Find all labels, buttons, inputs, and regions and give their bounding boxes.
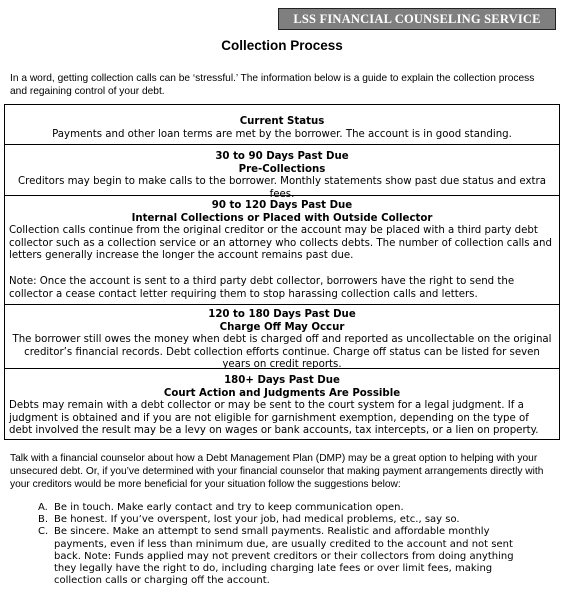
stage-heading: 90 to 120 Days Past Due bbox=[211, 200, 353, 211]
stage-description: Debts may remain with a debt collector or may be sent to the court system for a legal judgment. If a judgment is obtained and if you are not eligible for garnishment exemption, depending on the type of debt involved the result may be a levy on wages or bank accounts, tax intercepts, or a lien on property. bbox=[9, 400, 539, 437]
stage-description: Payments and other loan terms are met by the borrower. The account is in good standing. bbox=[52, 128, 512, 140]
stage-note: Note: Once the account is sent to a third party debt collector, borrowers have the right to send the collector a cease contact letter requiring them to stop harassing collection calls and letters. bbox=[9, 275, 515, 300]
stage-180-plus-days bbox=[5, 368, 559, 439]
stage-subheading: Pre-Collections bbox=[238, 163, 326, 175]
stage-subheading: Court Action and Judgments Are Possible bbox=[163, 387, 401, 399]
list-item-text: Be in touch. Make early contact and try to keep communication open. bbox=[54, 502, 404, 513]
list-item-text: Be honest. If you’ve overspent, lost your job, had medical problems, etc., say so. bbox=[54, 514, 460, 526]
stage-heading: Current Status bbox=[239, 116, 325, 127]
list-item bbox=[38, 502, 538, 514]
list-marker: A. bbox=[38, 502, 48, 513]
stage-current-status bbox=[5, 105, 559, 144]
list-item-text: Be sincere. Make an attempt to send small payments. Realistic and affordable monthly payments, even if less than minimum due, are usually credited to the account and not sent back. Note: Funds applied may not prevent creditors or their collectors from doing anything they legally have the right to do, including charging late fees or over limit fees, making collection calls or charging off the account. bbox=[54, 526, 514, 587]
stage-30-90-days bbox=[5, 144, 559, 200]
list-marker: C. bbox=[38, 526, 49, 538]
page-title: Collection Process bbox=[221, 38, 343, 53]
stage-heading: 180+ Days Past Due bbox=[224, 375, 340, 386]
list-item bbox=[38, 526, 538, 587]
collection-stages-table bbox=[4, 104, 560, 440]
stage-description: Creditors may begin to make calls to the borrower. Monthly statements show past due status and extra fees. bbox=[18, 176, 546, 200]
stage-subheading: Charge Off May Occur bbox=[219, 321, 345, 333]
stage-subheading: Internal Collections or Placed with Outside Collector bbox=[131, 212, 433, 224]
suggestions-list bbox=[38, 502, 538, 587]
list-item bbox=[38, 514, 538, 526]
stage-90-120-days bbox=[5, 195, 559, 304]
stage-120-180-days bbox=[5, 304, 559, 371]
stage-description: Collection calls continue from the original creditor or the account may be placed with a third party debt collector such as a collection service or an attorney who collects debts. The number of collection calls and letters generally increase the longer the account remains past due. bbox=[9, 225, 552, 262]
stage-heading: 30 to 90 Days Past Due bbox=[215, 151, 349, 162]
advice-paragraph: Talk with a financial counselor about how a Debt Management Plan (DMP) may be a great option to helping with your unsecured debt. Or, if you’ve determined with your financial counselor that making payment arrangements directly with your creditors would be more beneficial for your situation follow the suggestions below: bbox=[10, 453, 544, 490]
stage-heading: 120 to 180 Days Past Due bbox=[208, 309, 356, 320]
header-banner: LSS FINANCIAL COUNSELING SERVICE bbox=[278, 8, 556, 30]
list-marker: B. bbox=[38, 514, 49, 526]
stage-description: The borrower still owes the money when debt is charged off and reported as uncollectable on the original creditor’s financial records. Debt collection efforts continue. Charge off status can be listed for seven years on credit reports. bbox=[12, 334, 552, 371]
intro-paragraph: In a word, getting collection calls can be ‘stressful.’ The information below is a guide to explain the collection process and regaining control of your debt. bbox=[10, 73, 535, 97]
